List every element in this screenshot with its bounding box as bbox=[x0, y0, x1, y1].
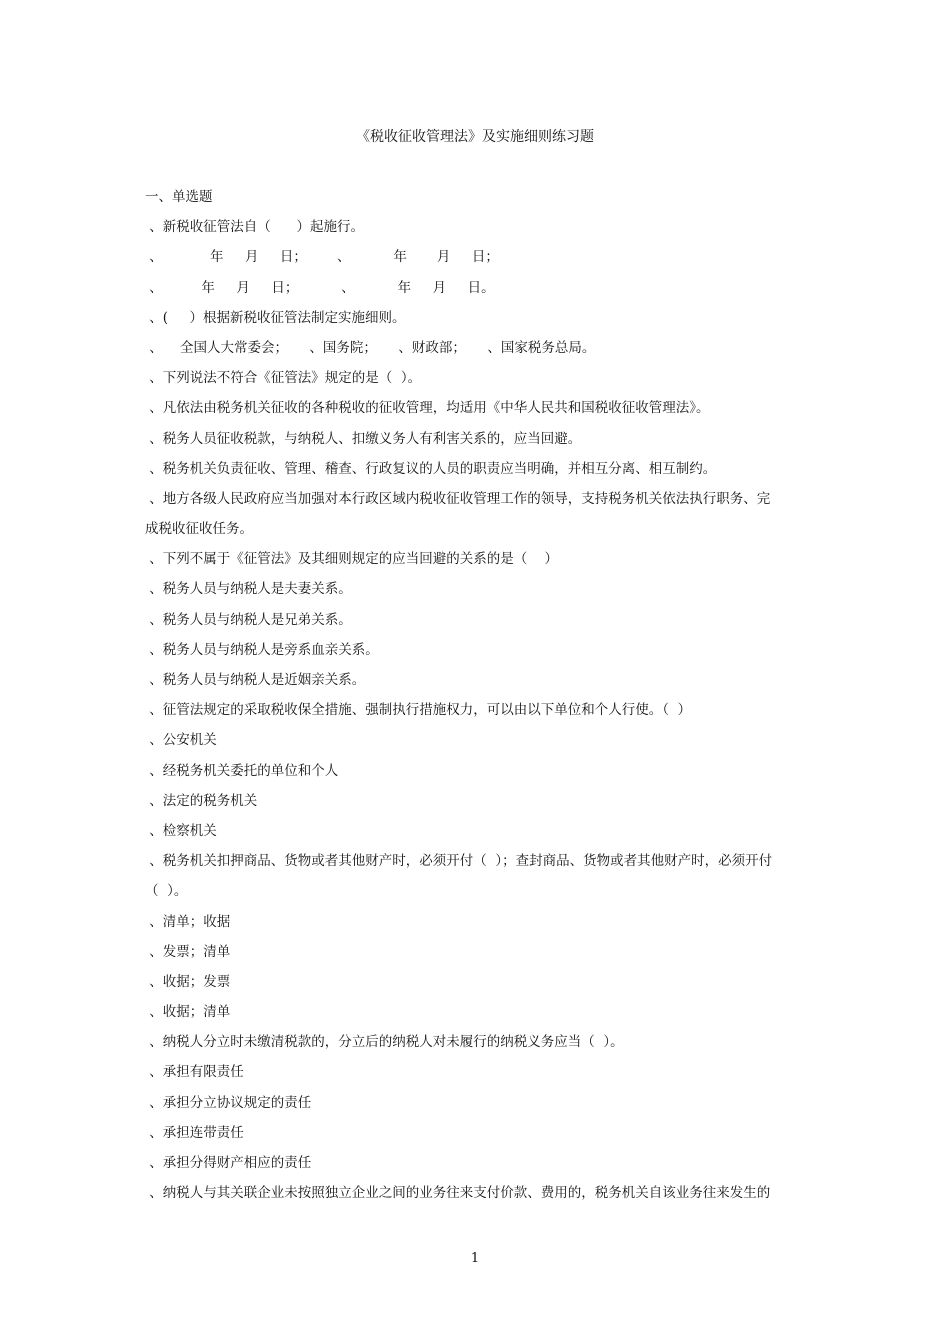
document-title: 《税收征收管理法》及实施细则练习题 bbox=[356, 129, 594, 145]
section-heading: 一、单选题 bbox=[145, 189, 213, 205]
text-line: （ ）。 bbox=[145, 883, 188, 900]
text-line: 、( ）根据新税收征管法制定实施细则。 bbox=[145, 309, 406, 326]
text-line: 、地方各级人民政府应当加强对本行政区域内税收征收管理工作的领导，支持税务机关依法执行职务、完 bbox=[145, 490, 771, 507]
text-line: 、征管法规定的采取税收保全措施、强制执行措施权力，可以由以下单位和个人行使。（ ） bbox=[145, 702, 692, 719]
text-line: 、承担有限责任 bbox=[145, 1064, 244, 1081]
text-line: 、检察机关 bbox=[145, 822, 217, 839]
text-line: 、税务机关扣押商品、货物或者其他财产时，必须开付（ ）；查封商品、货物或者其他财产时，必须开付 bbox=[145, 853, 773, 870]
text-line: 、新税收征管法自（ ）起施行。 bbox=[145, 219, 365, 236]
text-line: 成税收征收任务。 bbox=[145, 521, 253, 538]
document-body bbox=[145, 187, 815, 1213]
page-number: 1 bbox=[470, 1251, 480, 1266]
text-line: 、税务人员与纳税人是兄弟关系。 bbox=[145, 611, 352, 628]
text-line: 、承担连带责任 bbox=[145, 1124, 244, 1141]
text-line: 、纳税人分立时未缴清税款的，分立后的纳税人对未履行的纳税义务应当（ ）。 bbox=[145, 1034, 624, 1051]
text-line: 、经税务机关委托的单位和个人 bbox=[145, 762, 339, 779]
text-line: 、凡依法由税务机关征收的各种税收的征收管理，均适用《中华人民共和国税收征收管理法》。 bbox=[145, 400, 710, 417]
text-line: 、纳税人与其关联企业未按照独立企业之间的业务往来支付价款、费用的，税务机关自该业务往来发生的 bbox=[145, 1185, 771, 1202]
text-line: 、税务人员与纳税人是夫妻关系。 bbox=[145, 581, 352, 598]
text-line: 、承担分得财产相应的责任 bbox=[145, 1155, 312, 1171]
text-line: 、税务人员与纳税人是近姻亲关系。 bbox=[145, 672, 366, 688]
text-line: 、下列说法不符合《征管法》规定的是（ ）。 bbox=[145, 370, 422, 387]
text-line: 、 全国人大常委会； 、国务院； 、财政部； 、国家税务总局。 bbox=[145, 339, 596, 356]
text-line: 、 年 月 日； 、 年 月 日； bbox=[145, 249, 499, 266]
text-line: 、税务人员征收税款，与纳税人、扣缴义务人有利害关系的，应当回避。 bbox=[145, 430, 582, 447]
text-line: 、公安机关 bbox=[145, 732, 217, 749]
text-line: 、发票；清单 bbox=[145, 943, 231, 960]
text-line: 、承担分立协议规定的责任 bbox=[145, 1094, 312, 1111]
text-line: 、 年 月 日； 、 年 月 日。 bbox=[145, 279, 495, 296]
text-line: 、收据；发票 bbox=[145, 973, 231, 990]
text-line: 、法定的税务机关 bbox=[145, 792, 258, 809]
text-line: 、税务机关负责征收、管理、稽查、行政复议的人员的职责应当明确，并相互分离、相互制约。 bbox=[145, 460, 717, 477]
text-line: 、收据；清单 bbox=[145, 1004, 231, 1021]
text-line: 、下列不属于《征管法》及其细则规定的应当回避的关系的是（ ） bbox=[145, 551, 558, 568]
text-line: 、税务人员与纳税人是旁系血亲关系。 bbox=[145, 641, 379, 658]
text-line: 、清单；收据 bbox=[145, 913, 231, 930]
